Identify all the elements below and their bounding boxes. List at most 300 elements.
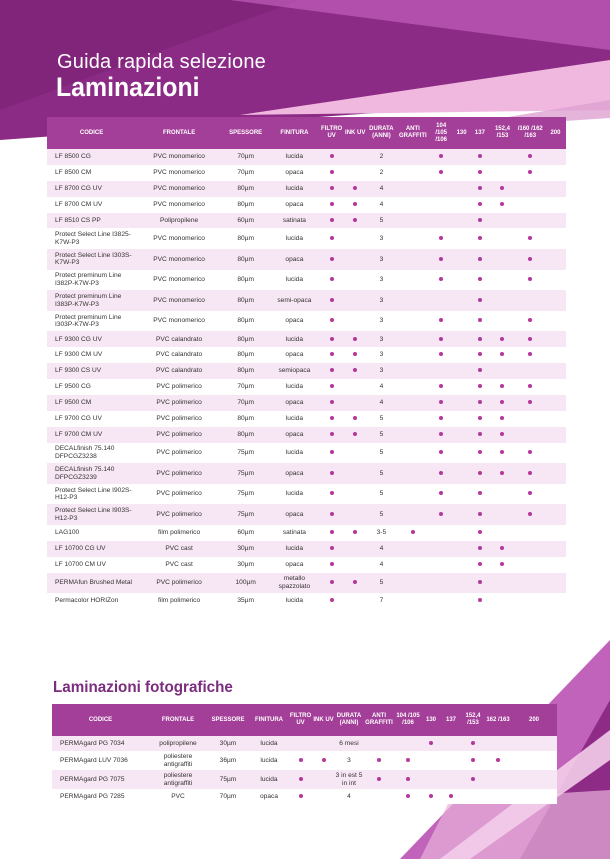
check-dot-icon [528,236,532,240]
cell-anti_graffiti [396,525,430,541]
cell-code: LF 10700 CM UV [47,557,136,573]
check-dot-icon [471,758,475,762]
check-dot-icon [478,170,482,174]
cell-ink_uv [344,149,367,165]
check-dot-icon [439,400,443,404]
cell-ink_uv [344,249,367,270]
cell-c200 [545,213,566,229]
check-dot-icon [478,218,482,222]
cell-finitura: lucida [249,751,289,770]
cell-ink_uv [344,331,367,347]
cell-c152 [489,331,515,347]
check-dot-icon [353,352,357,356]
cell-spessore: 70µm [222,379,269,395]
cell-c137 [441,751,461,770]
cell-c200 [511,751,557,770]
cell-durata: 4 [367,197,396,213]
cell-anti_graffiti [396,165,430,181]
cell-durata: 3 [367,270,396,291]
table-row [47,557,566,573]
cell-c137 [471,541,490,557]
cell-c130 [453,213,471,229]
check-dot-icon [478,580,482,584]
cell-finitura: opaca [269,395,319,411]
cell-durata: 3 [367,311,396,332]
cell-c152 [489,363,515,379]
cell-code: LF 9500 CM [47,395,136,411]
cell-frontale: PVC polimerico [136,379,222,395]
cell-anti_graffiti [396,213,430,229]
cell-c130 [453,379,471,395]
check-dot-icon [496,758,500,762]
check-dot-icon [353,416,357,420]
cell-c200 [545,557,566,573]
check-dot-icon [406,794,410,798]
cell-c137 [471,525,490,541]
cell-c104 [430,573,453,594]
cell-frontale: PVC monomerico [136,228,222,249]
cell-c130 [453,363,471,379]
column-header: 162 /163 [485,704,511,736]
table-row [47,347,566,363]
cell-ink_uv [344,379,367,395]
cell-frontale: PVC monomerico [136,270,222,291]
table-row [52,789,557,804]
check-dot-icon [478,236,482,240]
table-row [47,311,566,332]
cell-c200 [545,427,566,443]
laminazioni-table [47,117,566,609]
cell-c200 [545,573,566,594]
cell-c137 [471,504,490,525]
table-header-row [47,117,566,149]
cell-spessore: 35µm [222,593,269,609]
column-header: DURATA (ANNI) [335,704,363,736]
table-row [47,411,566,427]
column-header: ANTI GRAFFITI [396,117,430,149]
cell-filtro_uv [320,411,344,427]
cell-ink_uv [344,504,367,525]
table-row [47,484,566,505]
cell-ink_uv [344,228,367,249]
cell-c104 [430,411,453,427]
cell-c137 [471,181,490,197]
cell-finitura: opaca [269,249,319,270]
cell-anti_graffiti [396,311,430,332]
cell-c104 [395,789,421,804]
cell-spessore: 80µm [222,181,269,197]
cell-durata: 6 mesi [335,736,363,751]
check-dot-icon [528,257,532,261]
cell-c152 [489,525,515,541]
check-dot-icon [439,236,443,240]
cell-anti_graffiti [396,463,430,484]
check-dot-icon [500,186,504,190]
cell-c200 [545,443,566,464]
cell-c104 [430,331,453,347]
cell-finitura: metallo spazzolato [269,573,319,594]
check-dot-icon [299,777,303,781]
table-row [47,525,566,541]
cell-c137 [471,213,490,229]
table-row [47,427,566,443]
cell-frontale: PVC polimerico [136,504,222,525]
check-dot-icon [330,598,334,602]
cell-c200 [545,593,566,609]
cell-spessore: 100µm [222,573,269,594]
column-header: DURATA (ANNI) [367,117,396,149]
check-dot-icon [528,352,532,356]
cell-spessore: 80µm [222,347,269,363]
cell-spessore: 30µm [222,541,269,557]
table-row [47,379,566,395]
cell-c200 [545,525,566,541]
cell-finitura: opaca [249,789,289,804]
cell-durata: 5 [367,463,396,484]
table-row [47,573,566,594]
cell-ink_uv [344,484,367,505]
cell-c137 [471,149,490,165]
cell-code: LF 9300 CM UV [47,347,136,363]
table-row [47,213,566,229]
cell-c130 [453,270,471,291]
cell-c130 [453,484,471,505]
cell-filtro_uv [320,249,344,270]
cell-c130 [453,411,471,427]
cell-durata: 4 [367,557,396,573]
cell-frontale: PVC monomerico [136,249,222,270]
cell-durata: 4 [367,379,396,395]
cell-c160 [485,770,511,789]
cell-anti_graffiti [396,270,430,291]
cell-anti_graffiti [363,751,395,770]
cell-durata: 3 in est 5 in int [335,770,363,789]
cell-spessore: 30µm [207,736,249,751]
cell-c152 [489,484,515,505]
cell-durata: 3 [367,290,396,311]
cell-c152 [489,149,515,165]
cell-ink_uv [344,593,367,609]
cell-code: PERMAgard PG 7034 [52,736,149,751]
section-title: Laminazioni fotografiche [53,679,233,696]
cell-c160 [516,331,545,347]
cell-filtro_uv [320,197,344,213]
cell-c152 [489,593,515,609]
cell-c160 [516,443,545,464]
check-dot-icon [330,202,334,206]
cell-spessore: 80µm [222,228,269,249]
cell-code: PERMAfun Brushed Metal [47,573,136,594]
cell-code: LF 9500 CG [47,379,136,395]
cell-c130 [453,311,471,332]
column-header: SPESSORE [207,704,249,736]
cell-finitura: lucida [269,331,319,347]
cell-c137 [471,165,490,181]
check-dot-icon [478,491,482,495]
cell-c200 [545,363,566,379]
cell-c152 [489,311,515,332]
cell-ink_uv [344,270,367,291]
cell-finitura: lucida [269,411,319,427]
cell-finitura: opaca [269,165,319,181]
check-dot-icon [353,186,357,190]
cell-spessore: 75µm [222,463,269,484]
cell-c152 [489,395,515,411]
cell-finitura: semi-opaca [269,290,319,311]
cell-ink_uv [344,541,367,557]
check-dot-icon [353,580,357,584]
column-header: 200 [511,704,557,736]
check-dot-icon [322,758,326,762]
cell-c137 [471,363,490,379]
cell-filtro_uv [320,395,344,411]
cell-c160 [516,427,545,443]
cell-c130 [421,770,441,789]
cell-filtro_uv [320,165,344,181]
check-dot-icon [406,758,410,762]
cell-anti_graffiti [363,736,395,751]
cell-c160 [485,789,511,804]
check-dot-icon [500,352,504,356]
cell-anti_graffiti [396,443,430,464]
cell-ink_uv [344,411,367,427]
cell-c130 [453,197,471,213]
cell-finitura: opaca [269,311,319,332]
check-dot-icon [478,400,482,404]
check-dot-icon [439,384,443,388]
cell-c137 [441,789,461,804]
cell-ink_uv [344,290,367,311]
check-dot-icon [330,298,334,302]
cell-c200 [545,197,566,213]
cell-frontale: PVC calandrato [136,331,222,347]
cell-code: LF 8700 CG UV [47,181,136,197]
cell-c160 [516,484,545,505]
cell-c130 [421,736,441,751]
table-row [47,541,566,557]
table-row [47,249,566,270]
cell-finitura: semiopaca [269,363,319,379]
table-row [47,463,566,484]
cell-code: Protect preminum Line I383P-K7W-P3 [47,290,136,311]
cell-filtro_uv [289,751,312,770]
cell-spessore: 30µm [222,557,269,573]
cell-durata: 5 [367,411,396,427]
cell-c152 [461,736,485,751]
cell-filtro_uv [320,290,344,311]
cell-frontale: poliestere antigraffiti [149,751,207,770]
cell-c104 [430,197,453,213]
cell-c200 [545,249,566,270]
check-dot-icon [330,471,334,475]
cell-c152 [489,197,515,213]
check-dot-icon [478,471,482,475]
cell-c137 [471,347,490,363]
cell-spessore: 60µm [222,213,269,229]
cell-c152 [461,751,485,770]
cell-c130 [453,427,471,443]
table-row [52,770,557,789]
cell-spessore: 80µm [222,197,269,213]
check-dot-icon [330,170,334,174]
cell-c152 [489,165,515,181]
cell-finitura: lucida [249,770,289,789]
check-dot-icon [478,530,482,534]
check-dot-icon [330,432,334,436]
cell-filtro_uv [320,181,344,197]
cell-c137 [471,331,490,347]
cell-c137 [471,593,490,609]
check-dot-icon [330,218,334,222]
cell-frontale: PVC monomerico [136,149,222,165]
cell-anti_graffiti [396,149,430,165]
cell-anti_graffiti [363,770,395,789]
cell-ink_uv [344,197,367,213]
cell-c152 [489,463,515,484]
cell-frontale: film polimerico [136,525,222,541]
cell-c104 [430,379,453,395]
check-dot-icon [478,298,482,302]
cell-durata: 3 [367,249,396,270]
cell-c152 [489,270,515,291]
cell-code: LF 8500 CM [47,165,136,181]
cell-finitura: opaca [269,463,319,484]
cell-durata: 4 [367,181,396,197]
cell-filtro_uv [289,789,312,804]
page-subtitle: Guida rapida selezione [57,51,266,73]
cell-ink_uv [344,181,367,197]
check-dot-icon [500,450,504,454]
cell-c152 [489,347,515,363]
cell-c152 [489,541,515,557]
cell-anti_graffiti [396,573,430,594]
cell-c104 [430,181,453,197]
cell-c152 [489,228,515,249]
cell-spessore: 75µm [207,770,249,789]
cell-anti_graffiti [396,379,430,395]
table-row [52,736,557,751]
check-dot-icon [500,384,504,388]
check-dot-icon [330,384,334,388]
cell-c200 [545,484,566,505]
cell-anti_graffiti [396,557,430,573]
cell-durata: 5 [367,573,396,594]
cell-c104 [430,395,453,411]
cell-durata: 3 [367,363,396,379]
column-header: 152,4 /153 [461,704,485,736]
cell-c137 [471,197,490,213]
check-dot-icon [478,562,482,566]
check-dot-icon [330,530,334,534]
cell-ink_uv [344,427,367,443]
cell-filtro_uv [320,443,344,464]
cell-c160 [516,197,545,213]
cell-c104 [430,427,453,443]
cell-durata: 3 [367,228,396,249]
cell-anti_graffiti [363,789,395,804]
cell-c130 [421,751,441,770]
cell-durata: 3 [367,347,396,363]
cell-filtro_uv [320,228,344,249]
cell-c104 [430,347,453,363]
cell-c152 [489,411,515,427]
check-dot-icon [500,546,504,550]
check-dot-icon [478,432,482,436]
cell-c152 [489,427,515,443]
cell-ink_uv [312,770,335,789]
check-dot-icon [353,530,357,534]
cell-frontale: PVC polimerico [136,463,222,484]
cell-durata: 2 [367,149,396,165]
check-dot-icon [478,384,482,388]
cell-ink_uv [312,789,335,804]
column-header: /160 /162 /163 [516,117,545,149]
check-dot-icon [500,416,504,420]
check-dot-icon [471,741,475,745]
column-header: 104 /105 /106 [395,704,421,736]
cell-c137 [471,443,490,464]
check-dot-icon [330,352,334,356]
cell-anti_graffiti [396,249,430,270]
cell-c130 [453,463,471,484]
cell-filtro_uv [320,347,344,363]
cell-filtro_uv [320,270,344,291]
cell-durata: 5 [367,484,396,505]
cell-durata: 5 [367,443,396,464]
cell-c137 [471,557,490,573]
cell-finitura: lucida [269,181,319,197]
check-dot-icon [528,318,532,322]
cell-code: Protect preminum Line I382P-K7W-P3 [47,270,136,291]
laminazioni-fotografiche-table [52,704,557,804]
cell-c152 [489,181,515,197]
check-dot-icon [439,432,443,436]
check-dot-icon [439,450,443,454]
cell-code: LF 8500 CG [47,149,136,165]
cell-finitura: satinata [269,525,319,541]
cell-code: LF 8510 CS PP [47,213,136,229]
cell-ink_uv [344,213,367,229]
table-row [47,270,566,291]
cell-filtro_uv [320,557,344,573]
cell-c104 [430,270,453,291]
cell-c104 [395,770,421,789]
cell-durata: 4 [335,789,363,804]
column-header: CODICE [47,117,136,149]
cell-code: LF 9700 CM UV [47,427,136,443]
check-dot-icon [500,400,504,404]
cell-filtro_uv [320,149,344,165]
check-dot-icon [353,218,357,222]
column-header: 130 [453,117,471,149]
cell-code: LF 9700 CG UV [47,411,136,427]
check-dot-icon [439,170,443,174]
cell-c200 [511,770,557,789]
check-dot-icon [330,416,334,420]
check-dot-icon [478,257,482,261]
cell-c137 [471,484,490,505]
cell-c137 [471,427,490,443]
cell-anti_graffiti [396,504,430,525]
cell-filtro_uv [320,379,344,395]
cell-c200 [545,270,566,291]
check-dot-icon [330,580,334,584]
cell-c200 [545,347,566,363]
table-row [47,395,566,411]
cell-c104 [430,249,453,270]
cell-finitura: lucida [269,379,319,395]
cell-anti_graffiti [396,331,430,347]
